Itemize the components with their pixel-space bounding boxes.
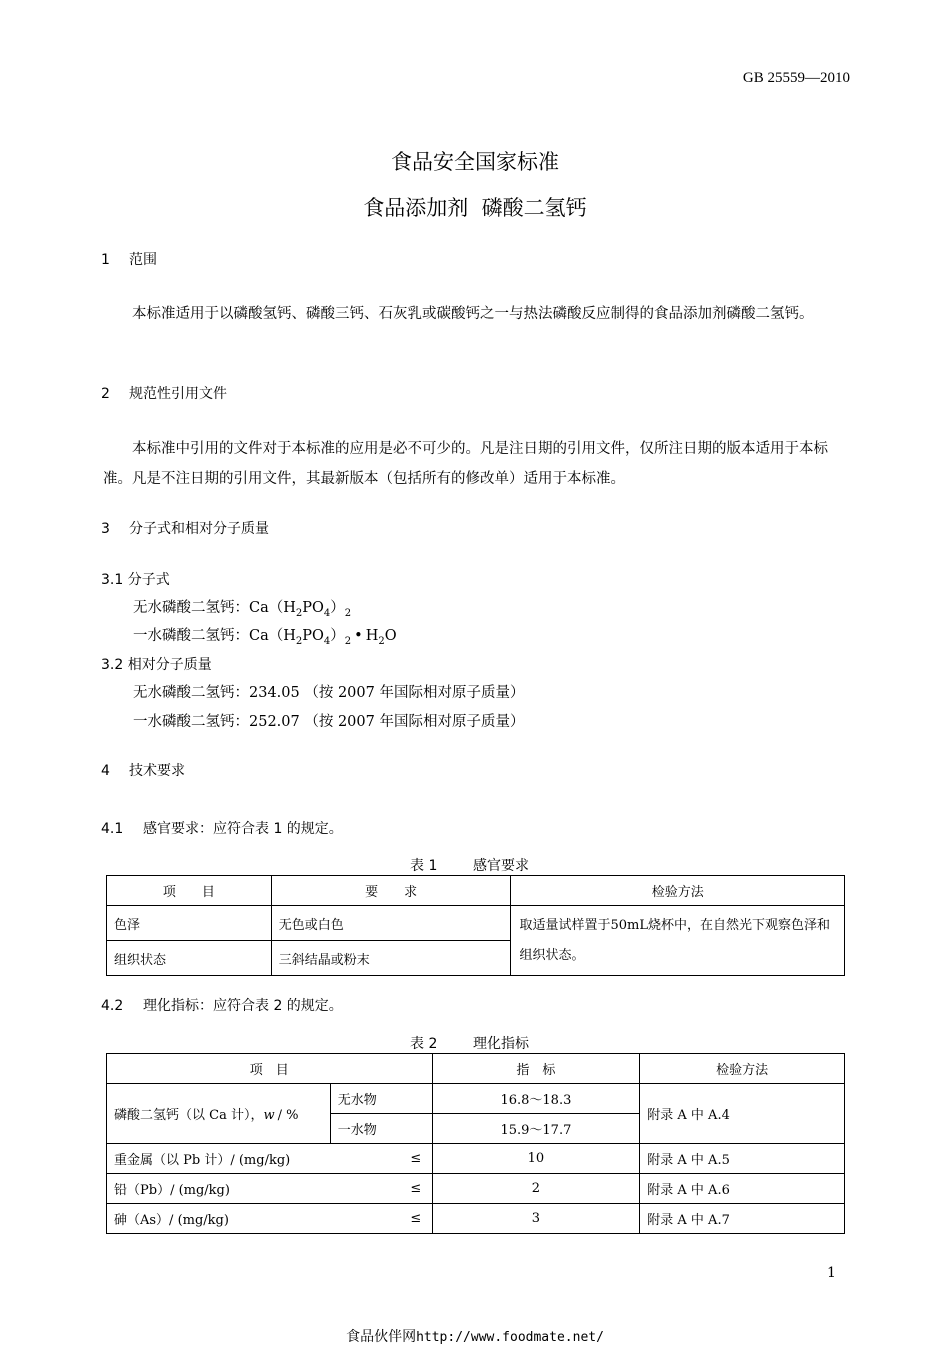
table-cell-item [107, 1084, 331, 1144]
section-text: 感官要求：应符合表 1 的规定。 [143, 821, 343, 837]
table-header-row [107, 876, 845, 906]
item-text: 磷酸二氢钙（以 Ca 计）， [114, 1108, 264, 1123]
table-cell-method: 附录 A 中 A.4 [640, 1084, 845, 1144]
item-unit-symbol: w [263, 1108, 275, 1123]
table-cell-operator: ≤ [400, 1144, 432, 1174]
formula-part: Ca（H [249, 628, 296, 644]
footer-link[interactable]: http://www.foodmate.net/ [416, 1330, 604, 1345]
formula-part: ） [330, 628, 345, 644]
table-cell-item: 铅（Pb）/ (mg/kg) [107, 1174, 401, 1204]
table-cell: 色泽 [107, 906, 272, 941]
caption-number: 表 1 [410, 858, 438, 874]
table-cell-value: 3 [432, 1204, 640, 1234]
formula-dot: • [354, 628, 363, 644]
formula-subscript: 4 [323, 635, 331, 647]
section-title: 范围 [129, 252, 157, 268]
table-header-cell: 检验方法 [640, 1054, 845, 1084]
table-cell-value: 16.8～18.3 [432, 1084, 640, 1114]
document-title: 食品安全国家标准 [391, 150, 559, 174]
table-cell-method: 附录 A 中 A.5 [640, 1144, 845, 1174]
section-title: 技术要求 [129, 763, 185, 779]
formula-subscript: 2 [295, 635, 303, 647]
formula-label: 无水磷酸二氢钙： [133, 600, 249, 616]
caption-title: 理化指标 [473, 1036, 529, 1052]
formula-subscript: 2 [344, 635, 352, 647]
section-3-1-heading: 3.1 分子式 [101, 572, 170, 588]
table-cell-operator: ≤ [400, 1204, 432, 1234]
section-1-heading [101, 249, 157, 269]
table-2 [106, 1053, 845, 1234]
section-3-2-heading: 3.2 相对分子质量 [101, 657, 212, 673]
table-cell-method: 附录 A 中 A.7 [640, 1204, 845, 1234]
table-cell-value: 15.9～17.7 [432, 1114, 640, 1144]
table-cell-item: 重金属（以 Pb 计）/ (mg/kg) [107, 1144, 401, 1174]
formula-anhydrous [133, 596, 351, 619]
section-number: 4.2 [101, 998, 124, 1014]
formula-part: O [384, 628, 397, 644]
formula-subscript: 2 [344, 607, 352, 619]
formula-label: 一水磷酸二氢钙： [133, 628, 249, 644]
section-number: 2 [101, 386, 110, 402]
table-row [107, 1144, 845, 1174]
table-cell: 三斜结晶或粉末 [271, 941, 511, 976]
section-1-text: 本标准适用于以磷酸氢钙、磷酸三钙、石灰乳或碳酸钙之一与热法磷酸反应制得的食品添加剂磷酸二氢钙。 [132, 306, 814, 322]
formula-part: Ca（H [249, 600, 296, 616]
section-2-heading [101, 383, 227, 403]
table-row [107, 1204, 845, 1234]
section-4-1 [101, 818, 343, 838]
table-cell: 无色或白色 [271, 906, 511, 941]
table-row [107, 1174, 845, 1204]
table-header-cell: 项 目 [107, 1054, 433, 1084]
section-3-heading [101, 518, 269, 538]
formula-subscript: 2 [295, 607, 303, 619]
formula-part: ） [330, 600, 345, 616]
table-row [107, 906, 845, 941]
table-header-cell: 项 目 [107, 876, 272, 906]
table-1 [106, 875, 845, 976]
page-number: 1 [827, 1265, 836, 1281]
table-header-cell: 指 标 [432, 1054, 640, 1084]
formula-part: H [365, 628, 379, 644]
table-cell: 组织状态 [107, 941, 272, 976]
table-cell-item: 砷（As）/ (mg/kg) [107, 1204, 401, 1234]
section-number: 3 [101, 521, 110, 537]
table-header-cell: 检验方法 [511, 876, 845, 906]
section-number: 1 [101, 252, 110, 268]
section-text: 理化指标：应符合表 2 的规定。 [143, 998, 343, 1014]
formula-part: PO [302, 628, 324, 644]
table-cell-operator: ≤ [400, 1174, 432, 1204]
table-cell-value: 10 [432, 1144, 640, 1174]
table-cell-subitem: 一水物 [330, 1114, 432, 1144]
formula-monohydrate [133, 624, 397, 647]
section-4-2 [101, 995, 343, 1015]
formula-subscript: 4 [323, 607, 331, 619]
table-cell-method: 取适量试样置于50mL烧杯中，在自然光下观察色泽和组织状态。 [511, 906, 845, 976]
table-header-row [107, 1054, 845, 1084]
caption-title: 感官要求 [473, 858, 529, 874]
table-1-caption [410, 855, 529, 875]
mass-monohydrate: 一水磷酸二氢钙：252.07 （按 2007 年国际相对原子质量） [133, 714, 525, 730]
section-number: 4.1 [101, 821, 124, 837]
footer [0, 1326, 950, 1346]
section-title: 规范性引用文件 [129, 386, 227, 402]
section-number: 4 [101, 763, 110, 779]
table-2-caption [410, 1033, 529, 1053]
section-title: 分子式和相对分子质量 [129, 521, 269, 537]
table-header-cell: 要 求 [271, 876, 511, 906]
table-cell-method: 附录 A 中 A.6 [640, 1174, 845, 1204]
section-4-heading [101, 760, 185, 780]
section-2-text: 本标准中引用的文件对于本标准的应用是必不可少的。凡是注日期的引用文件，仅所注日期的版本适用于本标准。凡是不注日期的引用文件，其最新版本（包括所有的修改单）适用于本标准。 [103, 441, 828, 487]
formula-subscript: 2 [378, 635, 385, 647]
mass-anhydrous: 无水磷酸二氢钙：234.05 （按 2007 年国际相对原子质量） [133, 685, 525, 701]
table-cell-subitem: 无水物 [330, 1084, 432, 1114]
table-row [107, 1084, 845, 1114]
caption-number: 表 2 [410, 1036, 438, 1052]
table-cell-value: 2 [432, 1174, 640, 1204]
document-subtitle: 食品添加剂 磷酸二氢钙 [363, 196, 587, 220]
standard-number: GB 25559—2010 [742, 70, 850, 86]
item-unit: / % [277, 1108, 299, 1123]
footer-site-name: 食品伙伴网 [346, 1329, 417, 1345]
formula-part: PO [302, 600, 324, 616]
